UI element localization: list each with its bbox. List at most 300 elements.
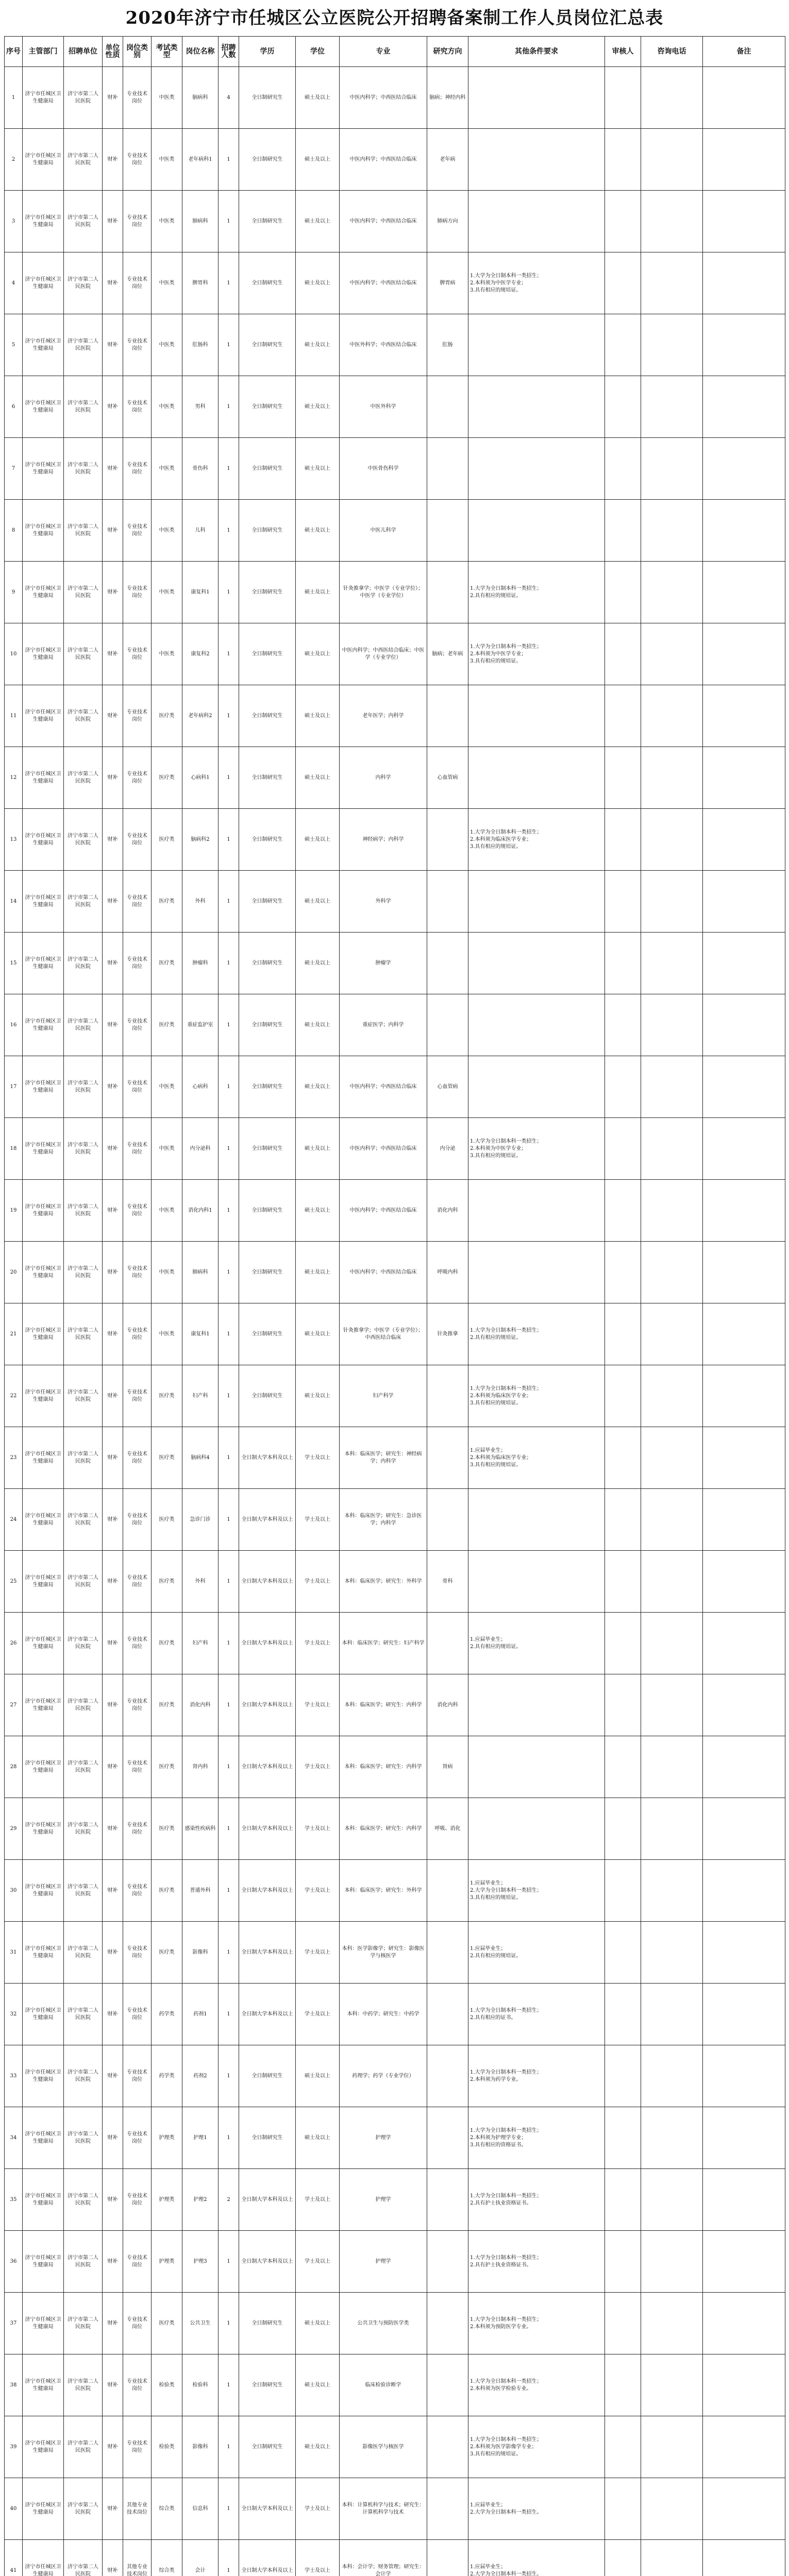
cell-seq: 31 (5, 1922, 23, 1984)
cell-major: 本科：会计学；财务管理；研究生：会计学 (340, 2540, 427, 2576)
cell-phone (641, 2478, 703, 2540)
cell-count: 1 (219, 871, 239, 933)
cell-major: 本科：中药学；研究生：中药学 (340, 1984, 427, 2045)
cell-edu: 全日制大学本科及以上 (239, 1427, 296, 1489)
cell-edu: 全日制研究生 (239, 252, 296, 314)
cell-unit: 济宁市第二人民医院 (64, 1736, 103, 1798)
cell-note (703, 2354, 785, 2416)
cell-dir (427, 685, 468, 747)
cell-unit: 济宁市第二人民医院 (64, 1242, 103, 1303)
cell-nature: 财补 (103, 871, 123, 933)
page-title: 2020年济宁市任城区公立医院公开招聘备案制工作人员岗位汇总表 (125, 8, 664, 28)
cell-dept: 济宁市任城区卫生健康局 (23, 1303, 64, 1365)
cell-seq: 23 (5, 1427, 23, 1489)
cell-cat: 专业技术岗位 (123, 1613, 152, 1674)
cell-dir: 呼吸、消化 (427, 1798, 468, 1860)
cell-post: 肿瘤科 (182, 933, 219, 994)
cell-dir (427, 2107, 468, 2169)
cell-unit: 济宁市第二人民医院 (64, 67, 103, 129)
cell-dept: 济宁市任城区卫生健康局 (23, 871, 64, 933)
cell-other: 1.大学为全日制本科一类招生； 2.具有相应的证书。 (468, 1984, 605, 2045)
cell-dept: 济宁市任城区卫生健康局 (23, 1674, 64, 1736)
cell-note (703, 1736, 785, 1798)
cell-other: 1.应届毕业生； 2.本科须为临床医学专业； 3.具有相应的规培证。 (468, 1427, 605, 1489)
cell-post: 内分泌科 (182, 1118, 219, 1180)
cell-dept: 济宁市任城区卫生健康局 (23, 1365, 64, 1427)
cell-note (703, 1551, 785, 1613)
cell-major: 公共卫生与预防医学类 (340, 2293, 427, 2354)
cell-edu: 全日制研究生 (239, 933, 296, 994)
cell-phone (641, 438, 703, 500)
table-row (5, 376, 785, 438)
cell-post: 普通外科 (182, 1860, 219, 1922)
cell-major: 外科学 (340, 871, 427, 933)
cell-note (703, 1984, 785, 2045)
cell-phone (641, 500, 703, 562)
cell-unit: 济宁市第二人民医院 (64, 1303, 103, 1365)
cell-unit: 济宁市第二人民医院 (64, 1860, 103, 1922)
cell-exam: 中医类 (152, 67, 182, 129)
cell-dir: 脑病；神经内科 (427, 67, 468, 129)
cell-phone (641, 2293, 703, 2354)
cell-exam: 医疗类 (152, 685, 182, 747)
cell-seq: 10 (5, 623, 23, 685)
cell-edu: 全日制研究生 (239, 376, 296, 438)
cell-post: 影像科 (182, 1922, 219, 1984)
cell-exam: 医疗类 (152, 1860, 182, 1922)
cell-major: 中医内科学；中西医结合临床 (340, 191, 427, 252)
cell-phone (641, 2169, 703, 2231)
cell-degree: 硕士及以上 (296, 1056, 340, 1118)
cell-count: 1 (219, 1984, 239, 2045)
cell-other: 1.应届毕业生； 2.具有相应的规培证。 (468, 1922, 605, 1984)
cell-other (468, 1674, 605, 1736)
cell-count: 1 (219, 1365, 239, 1427)
cell-unit: 济宁市第二人民医院 (64, 933, 103, 994)
cell-unit: 济宁市第二人民医院 (64, 1118, 103, 1180)
cell-nature: 财补 (103, 2045, 123, 2107)
cell-seq: 7 (5, 438, 23, 500)
cell-degree: 硕士及以上 (296, 623, 340, 685)
cell-note (703, 933, 785, 994)
cell-exam: 医疗类 (152, 1922, 182, 1984)
cell-dir (427, 1427, 468, 1489)
cell-other: 1.大学为全日制本科一类招生； 2.具有护士执业资格证书。 (468, 2231, 605, 2293)
cell-degree: 学士及以上 (296, 2540, 340, 2576)
cell-note (703, 1118, 785, 1180)
table-row (5, 129, 785, 191)
cell-cat: 专业技术岗位 (123, 67, 152, 129)
cell-note (703, 438, 785, 500)
cell-other: 1.大学为全日制本科一类招生； 2.本科须为中医学专业； 3.具有相应的规培证。 (468, 623, 605, 685)
cell-nature: 财补 (103, 500, 123, 562)
cell-other (468, 1551, 605, 1613)
cell-seq: 33 (5, 2045, 23, 2107)
cell-post: 康复科1 (182, 1303, 219, 1365)
cell-dir: 心血管病 (427, 747, 468, 809)
cell-phone (641, 1118, 703, 1180)
cell-dir: 脑病；老年病 (427, 623, 468, 685)
cell-nature: 财补 (103, 67, 123, 129)
table-row (5, 2354, 785, 2416)
cell-post: 心病科1 (182, 747, 219, 809)
cell-count: 1 (219, 933, 239, 994)
cell-post: 脑病科2 (182, 809, 219, 871)
cell-seq: 18 (5, 1118, 23, 1180)
cell-exam: 医疗类 (152, 994, 182, 1056)
cell-other (468, 1489, 605, 1551)
cell-unit: 济宁市第二人民医院 (64, 562, 103, 623)
cell-seq: 40 (5, 2478, 23, 2540)
cell-phone (641, 1180, 703, 1242)
cell-seq: 38 (5, 2354, 23, 2416)
cell-other: 1.应届毕业生； 2.大学为全日制本科一类招生。 (468, 2540, 605, 2576)
cell-unit: 济宁市第二人民医院 (64, 685, 103, 747)
cell-phone (641, 2416, 703, 2478)
cell-cat: 专业技术岗位 (123, 2107, 152, 2169)
cell-reviewer (605, 1365, 641, 1427)
cell-dir (427, 1922, 468, 1984)
cell-post: 康复科2 (182, 623, 219, 685)
cell-cat: 专业技术岗位 (123, 1736, 152, 1798)
cell-seq: 20 (5, 1242, 23, 1303)
cell-dept: 济宁市任城区卫生健康局 (23, 1984, 64, 2045)
table-row (5, 2169, 785, 2231)
cell-other: 1.大学为全日制本科一类招生； 2.本科须为预防医学专业。 (468, 2293, 605, 2354)
cell-post: 儿科 (182, 500, 219, 562)
cell-count: 1 (219, 2416, 239, 2478)
cell-post: 药剂2 (182, 2045, 219, 2107)
cell-exam: 中医类 (152, 1118, 182, 1180)
cell-nature: 财补 (103, 1984, 123, 2045)
cell-note (703, 809, 785, 871)
cell-post: 肺病科 (182, 191, 219, 252)
cell-exam: 综合类 (152, 2478, 182, 2540)
cell-post: 肾内科 (182, 1736, 219, 1798)
cell-edu: 全日制研究生 (239, 500, 296, 562)
cell-unit: 济宁市第二人民医院 (64, 2354, 103, 2416)
cell-note (703, 871, 785, 933)
cell-nature: 财补 (103, 1242, 123, 1303)
cell-exam: 中医类 (152, 500, 182, 562)
cell-degree: 硕士及以上 (296, 252, 340, 314)
cell-edu: 全日制研究生 (239, 2293, 296, 2354)
cell-nature: 财补 (103, 252, 123, 314)
cell-dept: 济宁市任城区卫生健康局 (23, 252, 64, 314)
cell-dept: 济宁市任城区卫生健康局 (23, 67, 64, 129)
cell-post: 老年病科2 (182, 685, 219, 747)
cell-other (468, 376, 605, 438)
cell-other (468, 1242, 605, 1303)
cell-cat: 专业技术岗位 (123, 1922, 152, 1984)
cell-degree: 硕士及以上 (296, 2354, 340, 2416)
cell-dept: 济宁市任城区卫生健康局 (23, 747, 64, 809)
cell-edu: 全日制研究生 (239, 747, 296, 809)
cell-dir (427, 2354, 468, 2416)
cell-post: 脑病科4 (182, 1427, 219, 1489)
cell-note (703, 129, 785, 191)
cell-degree: 硕士及以上 (296, 2107, 340, 2169)
cell-reviewer (605, 747, 641, 809)
cell-unit: 济宁市第二人民医院 (64, 1613, 103, 1674)
cell-other (468, 438, 605, 500)
cell-post: 心病科 (182, 1056, 219, 1118)
cell-count: 1 (219, 1427, 239, 1489)
cell-major: 中医内科学；中西医结合临床 (340, 129, 427, 191)
cell-note (703, 1303, 785, 1365)
cell-reviewer (605, 252, 641, 314)
cell-major: 中医内科学；中西医结合临床 (340, 1242, 427, 1303)
cell-phone (641, 994, 703, 1056)
cell-cat: 专业技术岗位 (123, 191, 152, 252)
table-row (5, 1551, 785, 1613)
cell-degree: 硕士及以上 (296, 2293, 340, 2354)
cell-dept: 济宁市任城区卫生健康局 (23, 376, 64, 438)
cell-count: 1 (219, 1180, 239, 1242)
cell-reviewer (605, 1613, 641, 1674)
cell-reviewer (605, 2293, 641, 2354)
cell-other (468, 1736, 605, 1798)
cell-seq: 29 (5, 1798, 23, 1860)
cell-cat: 专业技术岗位 (123, 562, 152, 623)
cell-count: 1 (219, 191, 239, 252)
cell-dept: 济宁市任城区卫生健康局 (23, 809, 64, 871)
cell-note (703, 67, 785, 129)
cell-phone (641, 1551, 703, 1613)
cell-edu: 全日制研究生 (239, 2416, 296, 2478)
table-row (5, 1736, 785, 1798)
cell-phone (641, 623, 703, 685)
cell-dept: 济宁市任城区卫生健康局 (23, 2231, 64, 2293)
cell-exam: 护理类 (152, 2107, 182, 2169)
cell-degree: 学士及以上 (296, 1551, 340, 1613)
cell-edu: 全日制研究生 (239, 314, 296, 376)
cell-dir (427, 1860, 468, 1922)
cell-other: 1.大学为全日制本科一类招生； 2.本科须为中医学专业； 3.具有相应的规培证。 (468, 1118, 605, 1180)
cell-seq: 15 (5, 933, 23, 994)
cell-dir (427, 809, 468, 871)
cell-exam: 医疗类 (152, 1365, 182, 1427)
cell-degree: 硕士及以上 (296, 129, 340, 191)
cell-exam: 中医类 (152, 1180, 182, 1242)
cell-nature: 财补 (103, 1922, 123, 1984)
cell-count: 1 (219, 747, 239, 809)
cell-reviewer (605, 2478, 641, 2540)
cell-post: 妇产科 (182, 1613, 219, 1674)
cell-seq: 3 (5, 191, 23, 252)
cell-exam: 中医类 (152, 438, 182, 500)
cell-degree: 学士及以上 (296, 1427, 340, 1489)
table-row (5, 1922, 785, 1984)
cell-edu: 全日制大学本科及以上 (239, 1613, 296, 1674)
cell-dir (427, 2540, 468, 2576)
cell-note (703, 1674, 785, 1736)
cell-degree: 学士及以上 (296, 2478, 340, 2540)
cell-phone (641, 252, 703, 314)
cell-cat: 专业技术岗位 (123, 1860, 152, 1922)
cell-degree: 硕士及以上 (296, 67, 340, 129)
cell-phone (641, 1242, 703, 1303)
cell-unit: 济宁市第二人民医院 (64, 438, 103, 500)
cell-exam: 中医类 (152, 1056, 182, 1118)
cell-nature: 财补 (103, 2416, 123, 2478)
cell-edu: 全日制研究生 (239, 623, 296, 685)
cell-seq: 19 (5, 1180, 23, 1242)
cell-nature: 财补 (103, 2293, 123, 2354)
cell-cat: 专业技术岗位 (123, 1303, 152, 1365)
cell-count: 1 (219, 376, 239, 438)
cell-major: 本科：计算机科学与技术；研究生：计算机科学与技术 (340, 2478, 427, 2540)
cell-reviewer (605, 129, 641, 191)
cell-reviewer (605, 1922, 641, 1984)
cell-phone (641, 2045, 703, 2107)
cell-major: 中医儿科学 (340, 500, 427, 562)
cell-seq: 5 (5, 314, 23, 376)
cell-post: 脑病科 (182, 67, 219, 129)
cell-other (468, 871, 605, 933)
cell-unit: 济宁市第二人民医院 (64, 2169, 103, 2231)
cell-dept: 济宁市任城区卫生健康局 (23, 685, 64, 747)
cell-exam: 中医类 (152, 252, 182, 314)
cell-note (703, 1489, 785, 1551)
cell-dir: 老年病 (427, 129, 468, 191)
cell-nature: 财补 (103, 933, 123, 994)
cell-note (703, 2540, 785, 2576)
cell-edu: 全日制研究生 (239, 1303, 296, 1365)
cell-nature: 财补 (103, 376, 123, 438)
cell-exam: 药学类 (152, 1984, 182, 2045)
cell-phone (641, 1303, 703, 1365)
cell-unit: 济宁市第二人民医院 (64, 1056, 103, 1118)
cell-seq: 26 (5, 1613, 23, 1674)
cell-cat: 专业技术岗位 (123, 933, 152, 994)
cell-cat: 专业技术岗位 (123, 871, 152, 933)
cell-dir: 骨科 (427, 1551, 468, 1613)
cell-dept: 济宁市任城区卫生健康局 (23, 1551, 64, 1613)
cell-reviewer (605, 191, 641, 252)
cell-cat: 专业技术岗位 (123, 1242, 152, 1303)
cell-cat: 专业技术岗位 (123, 2293, 152, 2354)
column-header: 咨询电话 (641, 37, 703, 67)
cell-edu: 全日制大学本科及以上 (239, 1736, 296, 1798)
cell-edu: 全日制大学本科及以上 (239, 1984, 296, 2045)
cell-phone (641, 1922, 703, 1984)
cell-nature: 财补 (103, 2354, 123, 2416)
cell-dir (427, 2478, 468, 2540)
cell-edu: 全日制大学本科及以上 (239, 1674, 296, 1736)
table-row (5, 933, 785, 994)
cell-edu: 全日制研究生 (239, 685, 296, 747)
cell-phone (641, 191, 703, 252)
cell-major: 中医内科学；中西医结合临床 (340, 1056, 427, 1118)
cell-dept: 济宁市任城区卫生健康局 (23, 2354, 64, 2416)
cell-dept: 济宁市任城区卫生健康局 (23, 1736, 64, 1798)
cell-major: 肿瘤学 (340, 933, 427, 994)
cell-count: 1 (219, 1242, 239, 1303)
cell-cat: 专业技术岗位 (123, 129, 152, 191)
cell-phone (641, 1056, 703, 1118)
table-row (5, 1365, 785, 1427)
cell-note (703, 1860, 785, 1922)
cell-count: 1 (219, 2478, 239, 2540)
cell-reviewer (605, 2169, 641, 2231)
cell-phone (641, 1489, 703, 1551)
cell-unit: 济宁市第二人民医院 (64, 1551, 103, 1613)
cell-degree: 硕士及以上 (296, 438, 340, 500)
cell-unit: 济宁市第二人民医院 (64, 2231, 103, 2293)
cell-cat: 专业技术岗位 (123, 2416, 152, 2478)
table-row (5, 1303, 785, 1365)
cell-seq: 39 (5, 2416, 23, 2478)
cell-reviewer (605, 994, 641, 1056)
cell-unit: 济宁市第二人民医院 (64, 994, 103, 1056)
cell-major: 本科：临床医学；研究生：妇产科学 (340, 1613, 427, 1674)
cell-major: 中医内科学；中西医结合临床 (340, 1118, 427, 1180)
cell-dir (427, 2416, 468, 2478)
cell-dir (427, 500, 468, 562)
cell-nature: 财补 (103, 1427, 123, 1489)
cell-count: 2 (219, 2169, 239, 2231)
cell-nature: 财补 (103, 1489, 123, 1551)
cell-edu: 全日制研究生 (239, 1180, 296, 1242)
cell-unit: 济宁市第二人民医院 (64, 2107, 103, 2169)
cell-degree: 学士及以上 (296, 1860, 340, 1922)
cell-seq: 13 (5, 809, 23, 871)
table-row (5, 1984, 785, 2045)
cell-cat: 专业技术岗位 (123, 1551, 152, 1613)
cell-count: 1 (219, 2293, 239, 2354)
cell-cat: 专业技术岗位 (123, 2354, 152, 2416)
cell-count: 1 (219, 1922, 239, 1984)
cell-unit: 济宁市第二人民医院 (64, 1180, 103, 1242)
cell-post: 检验科 (182, 2354, 219, 2416)
cell-seq: 9 (5, 562, 23, 623)
cell-seq: 25 (5, 1551, 23, 1613)
cell-dept: 济宁市任城区卫生健康局 (23, 191, 64, 252)
cell-dir (427, 2045, 468, 2107)
cell-post: 消化内科 (182, 1674, 219, 1736)
cell-nature: 财补 (103, 1736, 123, 1798)
cell-degree: 硕士及以上 (296, 685, 340, 747)
cell-note (703, 1798, 785, 1860)
cell-dept: 济宁市任城区卫生健康局 (23, 1489, 64, 1551)
cell-post: 脾胃科 (182, 252, 219, 314)
cell-count: 1 (219, 1860, 239, 1922)
cell-exam: 护理类 (152, 2169, 182, 2231)
cell-exam: 医疗类 (152, 1551, 182, 1613)
cell-degree: 硕士及以上 (296, 1180, 340, 1242)
table-row (5, 623, 785, 685)
cell-post: 消化内科1 (182, 1180, 219, 1242)
cell-exam: 药学类 (152, 2045, 182, 2107)
table-row (5, 314, 785, 376)
cell-cat: 专业技术岗位 (123, 2231, 152, 2293)
cell-dir: 肛肠 (427, 314, 468, 376)
cell-major: 中医外科学；中西医结合临床 (340, 314, 427, 376)
cell-dir (427, 376, 468, 438)
cell-major: 护理学 (340, 2231, 427, 2293)
cell-other (468, 1056, 605, 1118)
cell-unit: 济宁市第二人民医院 (64, 2478, 103, 2540)
cell-major: 重症医学；内科学 (340, 994, 427, 1056)
cell-cat: 专业技术岗位 (123, 1674, 152, 1736)
column-header: 单位性质 (103, 37, 123, 67)
cell-degree: 硕士及以上 (296, 191, 340, 252)
cell-degree: 硕士及以上 (296, 871, 340, 933)
cell-post: 药剂1 (182, 1984, 219, 2045)
table-row (5, 747, 785, 809)
cell-count: 4 (219, 67, 239, 129)
